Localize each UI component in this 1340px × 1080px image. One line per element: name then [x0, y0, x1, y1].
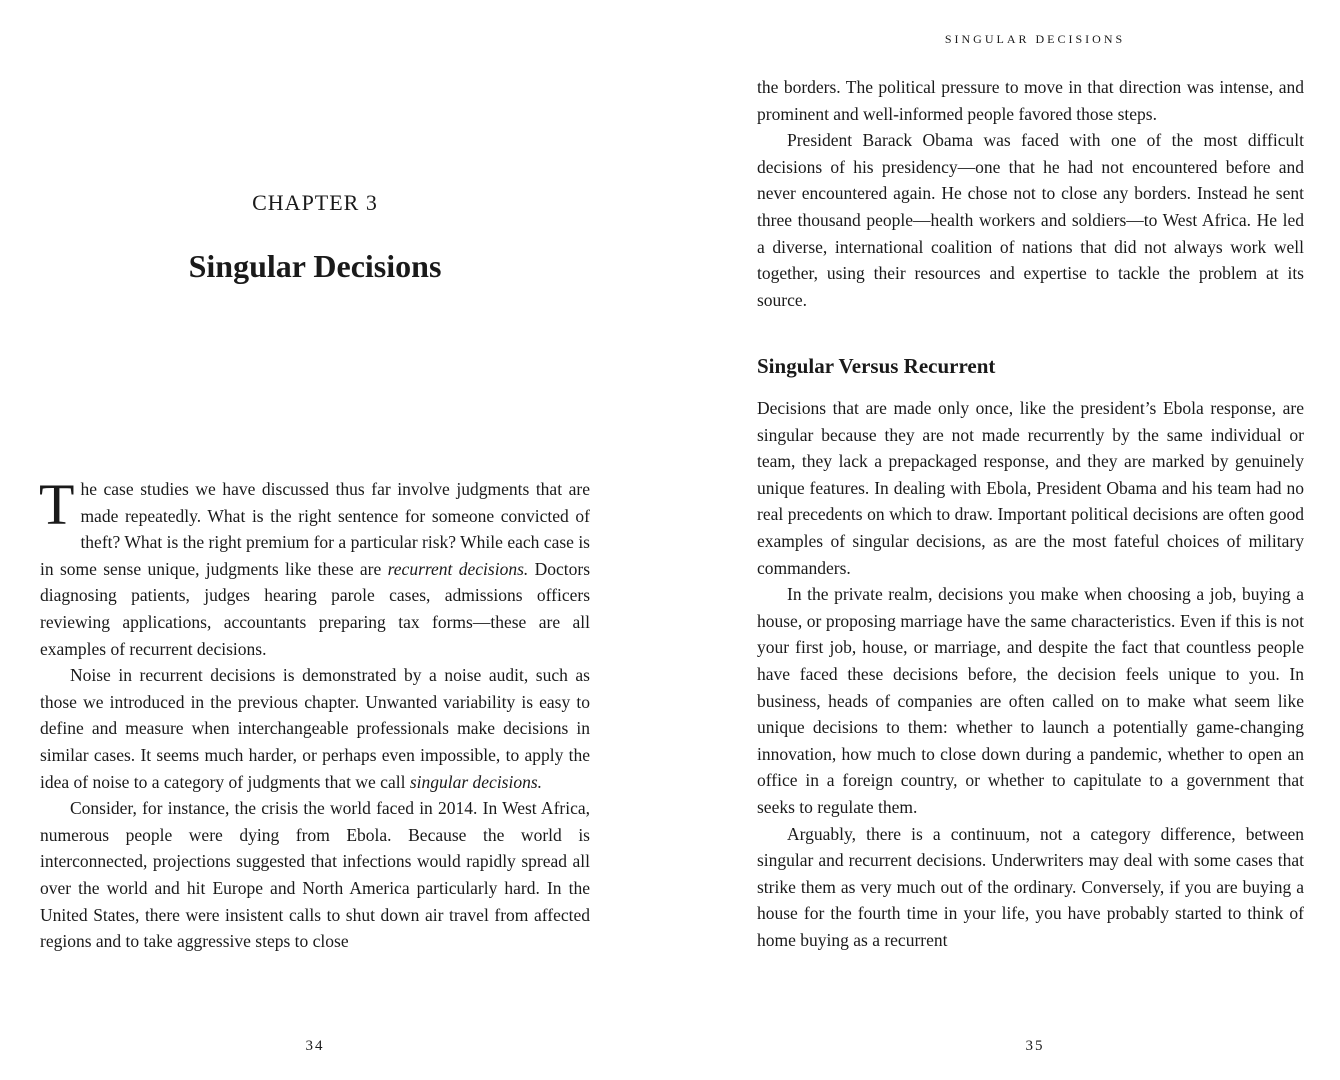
section-heading: Singular Versus Recurrent	[757, 354, 996, 378]
paragraph-text: Noise in recurrent decisions is demonstrated by a noise audit, such as those we introduced in the previous chapter. Unwanted variability is easy to define and measure when interchangeable professionals make decisions in similar cases. It seems much harder, or perhaps even impossible, to apply the idea of noise to a category of judgments that we call	[40, 665, 590, 792]
page-number: 35	[1025, 1038, 1045, 1054]
chapter-label: CHAPTER 3	[252, 190, 378, 215]
paragraph-text: Doctors diagnosing patients, judges hearing parole cases, admissions officers reviewing applications, accountants preparing tax forms—these are all examples of recurrent decisions.	[40, 558, 591, 659]
paragraph	[39, 472, 591, 662]
paragraph: Arguably, there is a continuum, not a category difference, between singular and recurrent decisions. Underwriters may deal with some cases that strike them as very much out of the ordinary. Conversely, if you are buying a house for the fourth time in your life, you have probably started to think of home buying as a recurrent	[757, 823, 1304, 950]
right-page	[670, 0, 1340, 1080]
drop-cap: T	[39, 472, 75, 537]
paragraph: Consider, for instance, the crisis the world faced in 2014. In West Africa, numerous people were dying from Ebola. Because the world is interconnected, projections suggested that infections would rapidly spread all over the world and hit Europe and North America particularly hard. In the United States, there were insistent calls to shut down air travel from affected regions and to take aggressive steps to close	[40, 798, 590, 952]
running-head: SINGULAR DECISIONS	[944, 32, 1126, 46]
right-top-text	[757, 74, 1304, 313]
chapter-title: Singular Decisions	[188, 248, 442, 284]
paragraph: In the private realm, decisions you make when choosing a job, buying a house, or proposing marriage have the same characteristics. Even if this is not your first job, house, or marriage, and despite the fact that countless people have faced these decisions before, the decision feels unique to you. In business, heads of companies are often called on to make what seem like unique decisions to them: whether to launch a potentially game-changing innovation, how much to close down during a pandemic, whether to open an office in a foreign country, or whether to capitulate to a government that seeks to regulate them.	[757, 584, 1304, 817]
right-body-text	[757, 395, 1304, 953]
page-number: 34	[305, 1038, 325, 1054]
left-body-text	[39, 472, 591, 955]
italic-term: recurrent decisions.	[387, 558, 529, 579]
paragraph-text: he case studies we have discussed thus far involve judgments that are made repeatedly. What is the right sentence for someone convicted of theft? What is the right premium for a particular risk? While each case is in some sense unique, judgments like these are	[40, 479, 590, 579]
italic-term: singular decisions.	[409, 771, 543, 792]
paragraph: President Barack Obama was faced with one of the most difficult decisions of his presidency—one that he had not encountered before and never encountered again. He chose not to close any borders. Instead he sent three thousand people—health workers and soldiers—to West Africa. He led a diverse, international coalition of nations that did not always work well together, using their resources and expertise to tackle the problem at its source.	[757, 130, 1304, 310]
paragraph: Decisions that are made only once, like the president’s Ebola response, are singular because they are not made recurrently by the same individual or team, they lack a prepackaged response, and they are marked by genuinely unique features. In dealing with Ebola, President Obama and his team had no real precedents on which to draw. Important political decisions are often good examples of singular decisions, as are the most fateful choices of military commanders.	[757, 398, 1304, 578]
paragraph: the borders. The political pressure to move in that direction was intense, and prominent and well-informed people favored those steps.	[757, 77, 1304, 124]
paragraph	[40, 662, 590, 795]
